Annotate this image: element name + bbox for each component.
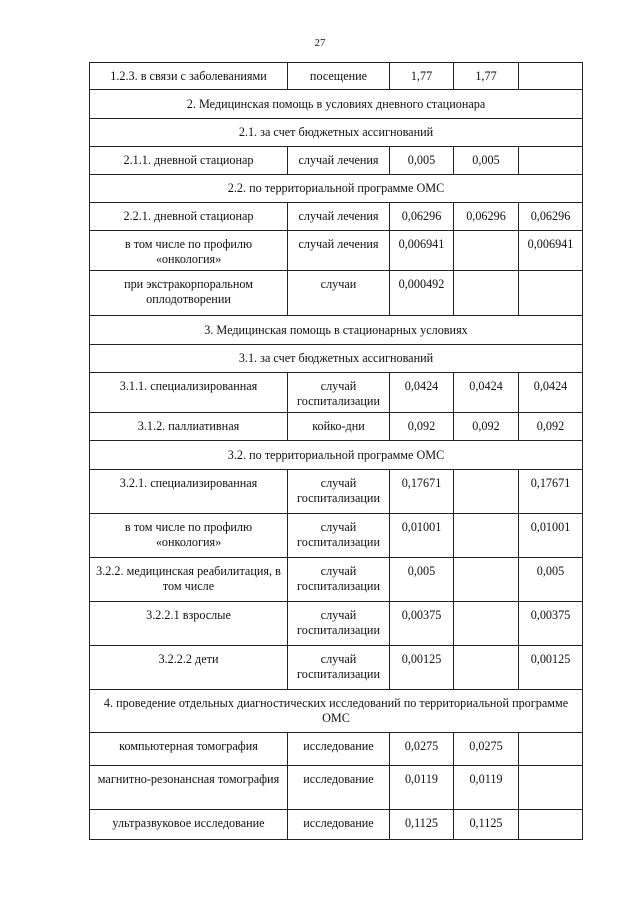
value-cell-2 (454, 231, 519, 271)
table-row (90, 514, 583, 558)
value-cell-3 (519, 63, 583, 90)
value-cell-2 (454, 558, 519, 602)
table-row (90, 766, 583, 810)
value-cell-1: 0,000492 (390, 271, 454, 316)
value-cell-1: 0,0424 (390, 373, 454, 413)
value-cell-3 (519, 271, 583, 316)
value-cell-1: 0,005 (390, 558, 454, 602)
table-row (90, 413, 583, 441)
row-label-cell: 3.2.2.2 дети (90, 646, 288, 690)
unit-cell: исследование (288, 766, 390, 810)
value-cell-3 (519, 733, 583, 766)
value-cell-1: 0,0119 (390, 766, 454, 810)
value-cell-2 (454, 514, 519, 558)
value-cell-3: 0,01001 (519, 514, 583, 558)
row-label-cell: 3.1.1. специализированная (90, 373, 288, 413)
row-label-cell: 3.2.2. медицинская реабилитация, в том числе (90, 558, 288, 602)
value-cell-3: 0,0424 (519, 373, 583, 413)
section-row (90, 316, 583, 345)
value-cell-2 (454, 602, 519, 646)
section-row (90, 690, 583, 733)
table-row (90, 147, 583, 175)
value-cell-1: 0,00125 (390, 646, 454, 690)
table-row (90, 558, 583, 602)
value-cell-1: 1,77 (390, 63, 454, 90)
table-row (90, 203, 583, 231)
row-label-cell: компьютерная томография (90, 733, 288, 766)
unit-cell: случай госпитализации (288, 558, 390, 602)
row-label-cell: 2.2.1. дневной стационар (90, 203, 288, 231)
value-cell-2: 0,092 (454, 413, 519, 441)
value-cell-3: 0,17671 (519, 470, 583, 514)
unit-cell: случай лечения (288, 147, 390, 175)
section-heading: 3.1. за счет бюджетных ассигнований (90, 345, 583, 373)
value-cell-2 (454, 271, 519, 316)
row-label-cell: 3.1.2. паллиативная (90, 413, 288, 441)
row-label-cell: 3.2.2.1 взрослые (90, 602, 288, 646)
section-row (90, 119, 583, 147)
section-row (90, 90, 583, 119)
value-cell-2 (454, 646, 519, 690)
value-cell-1: 0,006941 (390, 231, 454, 271)
section-heading: 4. проведение отдельных диагностических исследований по территориальной программе ОМС (90, 690, 583, 733)
value-cell-2 (454, 470, 519, 514)
unit-cell: случай госпитализации (288, 470, 390, 514)
value-cell-2: 0,005 (454, 147, 519, 175)
value-cell-3: 0,00125 (519, 646, 583, 690)
unit-cell: посещение (288, 63, 390, 90)
table-row (90, 373, 583, 413)
section-row (90, 175, 583, 203)
value-cell-2: 0,0119 (454, 766, 519, 810)
value-cell-3: 0,06296 (519, 203, 583, 231)
value-cell-2: 0,1125 (454, 810, 519, 840)
table-row (90, 470, 583, 514)
row-label-cell: 1.2.3. в связи с заболеваниями (90, 63, 288, 90)
row-label-cell: в том числе по профилю «онкология» (90, 514, 288, 558)
table-row (90, 733, 583, 766)
section-heading: 2. Медицинская помощь в условиях дневного стационара (90, 90, 583, 119)
unit-cell: случай лечения (288, 231, 390, 271)
unit-cell: койко-дни (288, 413, 390, 441)
value-cell-3: 0,006941 (519, 231, 583, 271)
value-cell-3: 0,092 (519, 413, 583, 441)
value-cell-1: 0,1125 (390, 810, 454, 840)
unit-cell: исследование (288, 733, 390, 766)
section-row (90, 345, 583, 373)
section-heading: 3. Медицинская помощь в стационарных условиях (90, 316, 583, 345)
table-row (90, 271, 583, 316)
table-row (90, 63, 583, 90)
value-cell-3 (519, 147, 583, 175)
value-cell-1: 0,00375 (390, 602, 454, 646)
unit-cell: случаи (288, 271, 390, 316)
value-cell-3 (519, 766, 583, 810)
value-cell-1: 0,06296 (390, 203, 454, 231)
unit-cell: случай госпитализации (288, 514, 390, 558)
value-cell-1: 0,01001 (390, 514, 454, 558)
indicators-table (89, 62, 583, 840)
value-cell-3: 0,005 (519, 558, 583, 602)
value-cell-2: 0,06296 (454, 203, 519, 231)
row-label-cell: магнитно-резонансная томография (90, 766, 288, 810)
row-label-cell: 3.2.1. специализированная (90, 470, 288, 514)
value-cell-3: 0,00375 (519, 602, 583, 646)
value-cell-1: 0,0275 (390, 733, 454, 766)
unit-cell: случай госпитализации (288, 646, 390, 690)
table-row (90, 231, 583, 271)
value-cell-1: 0,005 (390, 147, 454, 175)
row-label-cell: 2.1.1. дневной стационар (90, 147, 288, 175)
section-heading: 2.1. за счет бюджетных ассигнований (90, 119, 583, 147)
row-label-cell: при экстракорпоральном оплодотворении (90, 271, 288, 316)
unit-cell: случай госпитализации (288, 373, 390, 413)
row-label-cell: в том числе по профилю «онкология» (90, 231, 288, 271)
section-heading: 2.2. по территориальной программе ОМС (90, 175, 583, 203)
page-number: 27 (314, 37, 326, 49)
section-row (90, 441, 583, 470)
section-heading: 3.2. по территориальной программе ОМС (90, 441, 583, 470)
row-label-cell: ультразвуковое исследование (90, 810, 288, 840)
table-row (90, 646, 583, 690)
value-cell-1: 0,092 (390, 413, 454, 441)
unit-cell: исследование (288, 810, 390, 840)
unit-cell: случай лечения (288, 203, 390, 231)
value-cell-1: 0,17671 (390, 470, 454, 514)
value-cell-2: 0,0424 (454, 373, 519, 413)
table-row (90, 810, 583, 840)
value-cell-3 (519, 810, 583, 840)
unit-cell: случай госпитализации (288, 602, 390, 646)
value-cell-2: 1,77 (454, 63, 519, 90)
table-row (90, 602, 583, 646)
value-cell-2: 0,0275 (454, 733, 519, 766)
